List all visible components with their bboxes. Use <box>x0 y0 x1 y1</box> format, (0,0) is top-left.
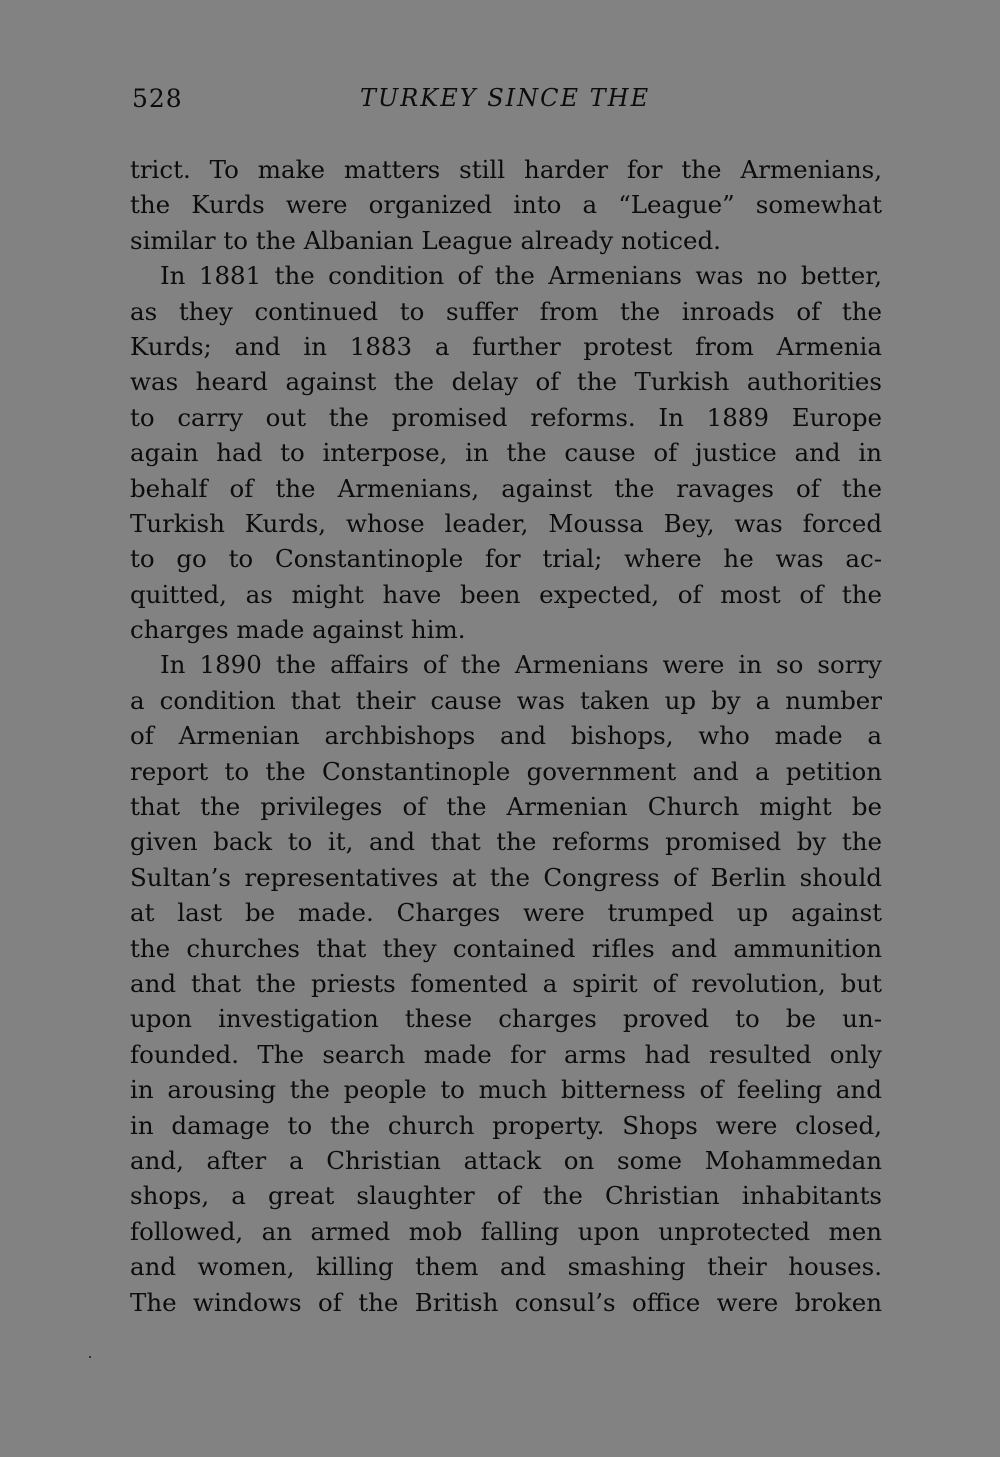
body-text <box>130 152 882 1320</box>
text-line: Kurds; and in 1883 a further protest from Armenia <box>130 331 882 361</box>
text-line: charges made against him. <box>130 615 466 645</box>
text-line: quitted, as might have been expected, of most of the <box>130 579 882 609</box>
text-line: similar to the Albanian League already noticed. <box>130 225 721 255</box>
text-line: as they continued to suffer from the inroads of the <box>130 296 882 326</box>
text-line: and, after a Christian attack on some Mohammedan <box>130 1145 882 1175</box>
text-line: that the privileges of the Armenian Church might be <box>130 792 882 822</box>
running-head <box>132 84 882 120</box>
text-line: to carry out the promised reforms. In 1889 Europe <box>130 402 882 432</box>
text-line: and women, killing them and smashing their houses. <box>130 1252 882 1282</box>
text-line: of Armenian archbishops and bishops, who made a <box>130 721 882 751</box>
text-line: and that the priests fomented a spirit of revolution, but <box>130 968 882 998</box>
text-line: Sultan’s representatives at the Congress of Berlin should <box>130 862 882 892</box>
text-line: the churches that they contained rifles and ammunition <box>130 933 882 963</box>
text-line: the Kurds were organized into a “League” somewhat <box>130 190 882 220</box>
text-line: upon investigation these charges proved to be un- <box>130 1004 882 1034</box>
text-line: again had to interpose, in the cause of justice and in <box>130 438 882 468</box>
text-line: given back to it, and that the reforms promised by the <box>130 827 882 857</box>
text-line: in damage to the church property. Shops were closed, <box>130 1110 882 1140</box>
text-line: report to the Constantinople government and a petition <box>130 756 882 786</box>
text-line: founded. The search made for arms had resulted only <box>130 1039 882 1069</box>
text-line: was heard against the delay of the Turkish authorities <box>130 367 882 397</box>
text-line: followed, an armed mob falling upon unprotected men <box>130 1216 882 1246</box>
running-title: TURKEY SINCE THE <box>360 84 651 112</box>
text-line: shops, a great slaughter of the Christian inhabitants <box>130 1181 882 1211</box>
text-line: in arousing the people to much bitterness of feeling and <box>130 1075 882 1105</box>
text-line: trict. To make matters still harder for the Armenians, <box>130 155 882 184</box>
text-line: Turkish Kurds, whose leader, Moussa Bey, was forced <box>130 508 882 538</box>
text-line: The windows of the British consul’s office were broken <box>130 1287 882 1317</box>
text-line: behalf of the Armenians, against the ravages of the <box>130 473 882 503</box>
text-line: a condition that their cause was taken up by a number <box>130 685 882 715</box>
text-line: at last be made. Charges were trumped up against <box>130 898 882 928</box>
scan-speck <box>89 1356 91 1358</box>
text-line: In 1881 the condition of the Armenians was no better, <box>160 261 882 291</box>
text-line: In 1890 the affairs of the Armenians were in so sorry <box>160 650 882 680</box>
page-number: 528 <box>132 84 183 113</box>
text-line: to go to Constantinople for trial; where he was ac- <box>130 544 882 574</box>
